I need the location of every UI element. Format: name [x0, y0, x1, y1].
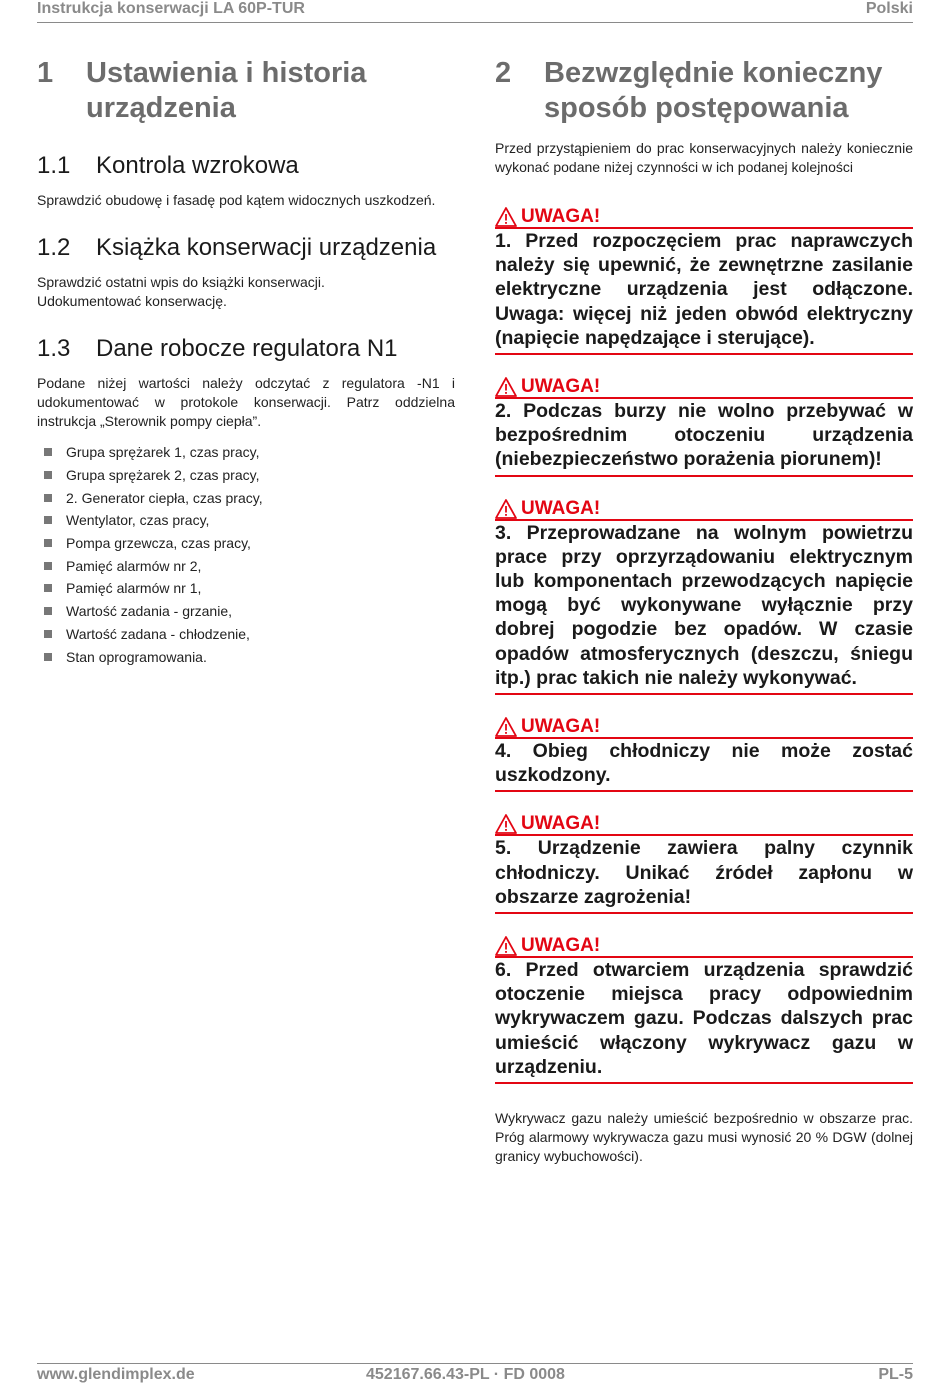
section-1-3-text: Podane niżej wartości należy odczytać z regulatora -N1 i udokumentować w protokole konserwacji. Patrz oddzielna instrukcja „Sterownik pompy ciepła”.	[37, 375, 455, 429]
section-number: 2	[495, 57, 512, 89]
square-bullet-icon	[44, 584, 52, 592]
warning-bottom-rule	[495, 693, 913, 695]
list-item: Wentylator, czas pracy,	[37, 509, 455, 532]
list-item: Pamięć alarmów nr 1,	[37, 577, 455, 600]
warning-label: UWAGA!	[521, 206, 601, 227]
section-number: 1	[37, 57, 54, 89]
square-bullet-icon	[44, 448, 52, 456]
warning-triangle-icon	[495, 814, 517, 834]
warning-text: 3. Przeprowadzane na wolnym powietrzu prace przy oprzyrządowaniu elektrycznym lub komponentach przewodzących napięcie mogą być wykonywane wyłącznie przy dobrej pogodzie bez opadów. W czasie opadów atmosferycznych (deszczu, śniegu itp.) prac takich nie należy wykonywać.	[495, 521, 913, 689]
warning-triangle-icon	[495, 499, 517, 519]
warning-header	[495, 934, 913, 958]
warning-triangle-icon	[495, 717, 517, 737]
warning-block-5	[495, 812, 913, 914]
warning-text: 1. Przed rozpoczęciem prac naprawczych należy się upewnić, że zewnętrzne zasilanie elektryczne urządzenia jest odłączone. Uwaga: więcej niż jeden obwód elektryczny (napięcie napędzające i sterujące).	[495, 230, 913, 349]
list-item: 2. Generator ciepła, czas pracy,	[37, 486, 455, 509]
list-item: Stan oprogramowania.	[37, 645, 455, 668]
left-column	[37, 56, 455, 668]
section-title: Kontrola wzrokowa	[96, 152, 299, 179]
gas-detector-note: Wykrywacz gazu należy umieścić bezpośrednio w obszarze prac. Próg alarmowy wykrywacza gazu musi wynosić 20 % DGW (dolnej granicy wybuchowości).	[495, 1110, 913, 1165]
warning-header	[495, 497, 913, 521]
square-bullet-icon	[44, 653, 52, 661]
warning-text: 5. Urządzenie zawiera palny czynnik chłodniczy. Unikać źródeł zapłonu w obszarze zagrożenia!	[495, 837, 913, 908]
warning-header	[495, 715, 913, 739]
square-bullet-icon	[44, 607, 52, 615]
warning-triangle-icon	[495, 936, 517, 956]
warning-bottom-rule	[495, 790, 913, 792]
square-bullet-icon	[44, 539, 52, 547]
warning-text: 4. Obieg chłodniczy nie może zostać uszkodzony.	[495, 740, 913, 787]
list-item: Pamięć alarmów nr 2,	[37, 554, 455, 577]
section-2-heading	[495, 56, 913, 126]
warning-triangle-icon	[495, 207, 517, 227]
square-bullet-icon	[44, 471, 52, 479]
page-footer	[37, 1363, 913, 1387]
page-number: PL-5	[878, 1366, 913, 1383]
section-title: Książka konserwacji urządzenia	[96, 234, 437, 261]
warning-header	[495, 375, 913, 399]
square-bullet-icon	[44, 562, 52, 570]
warning-bottom-rule	[495, 912, 913, 914]
document-id: 452167.66.43-PL · FD 0008	[366, 1366, 565, 1383]
warning-text: 2. Podczas burzy nie wolno przebywać w bezpośrednim otoczeniu urządzenia (niebezpieczeństwo porażenia piorunem)!	[495, 400, 913, 471]
list-item: Pompa grzewcza, czas pracy,	[37, 532, 455, 555]
list-item: Wartość zadana - chłodzenie,	[37, 623, 455, 646]
document-title: Instrukcja konserwacji LA 60P-TUR	[37, 0, 305, 17]
section-2-intro: Przed przystąpieniem do prac konserwacyjnych należy koniecznie wykonać podane niżej czynności w ich podanej kolejności	[495, 140, 913, 175]
warning-bottom-rule	[495, 353, 913, 355]
warning-label: UWAGA!	[521, 813, 601, 835]
language-label: Polski	[865, 0, 913, 17]
section-number: 1.3	[37, 335, 71, 362]
warning-block-1	[495, 205, 913, 355]
square-bullet-icon	[44, 516, 52, 524]
section-1-3-heading	[37, 334, 455, 364]
warning-label: UWAGA!	[521, 497, 601, 519]
warning-label: UWAGA!	[521, 935, 601, 957]
section-title: Dane robocze regulatora N1	[96, 335, 398, 362]
section-1-heading	[37, 56, 455, 126]
section-number: 1.1	[37, 152, 71, 179]
website-link[interactable]: www.glendimplex.de	[37, 1366, 195, 1383]
warning-bottom-rule	[495, 475, 913, 477]
warning-triangle-icon	[495, 377, 517, 397]
list-item: Wartość zadania - grzanie,	[37, 600, 455, 623]
section-title: Bezwzględnie konieczny sposób postępowania	[544, 57, 883, 124]
warning-block-6	[495, 934, 913, 1084]
operating-data-list	[37, 441, 455, 668]
warning-header	[495, 812, 913, 836]
section-1-2-text-1: Sprawdzić ostatni wpis do książki konserwacji.	[37, 274, 325, 290]
warning-bottom-rule	[495, 1082, 913, 1084]
square-bullet-icon	[44, 630, 52, 638]
list-item: Grupa sprężarek 1, czas pracy,	[37, 441, 455, 464]
page-header	[37, 0, 913, 23]
section-title: Ustawienia i historia urządzenia	[86, 57, 367, 124]
section-1-2-text-2: Udokumentować konserwację.	[37, 293, 227, 309]
section-1-1-heading	[37, 151, 455, 181]
right-column	[495, 56, 913, 1166]
square-bullet-icon	[44, 494, 52, 502]
warning-block-4	[495, 715, 913, 792]
warning-block-2	[495, 375, 913, 477]
section-number: 1.2	[37, 234, 71, 261]
warning-text: 6. Przed otwarciem urządzenia sprawdzić otoczenie miejsca pracy odpowiednim wykrywaczem gazu. Podczas dalszych prac umieścić włączony wykrywacz gazu w urządzeniu.	[495, 959, 913, 1078]
list-item: Grupa sprężarek 2, czas pracy,	[37, 464, 455, 487]
warning-header	[495, 205, 913, 229]
section-1-2-heading	[37, 233, 455, 263]
warning-label: UWAGA!	[521, 376, 601, 398]
warning-label: UWAGA!	[521, 716, 601, 738]
warning-block-3	[495, 497, 913, 695]
section-1-1-text: Sprawdzić obudowę i fasadę pod kątem widocznych uszkodzeń.	[37, 192, 436, 208]
